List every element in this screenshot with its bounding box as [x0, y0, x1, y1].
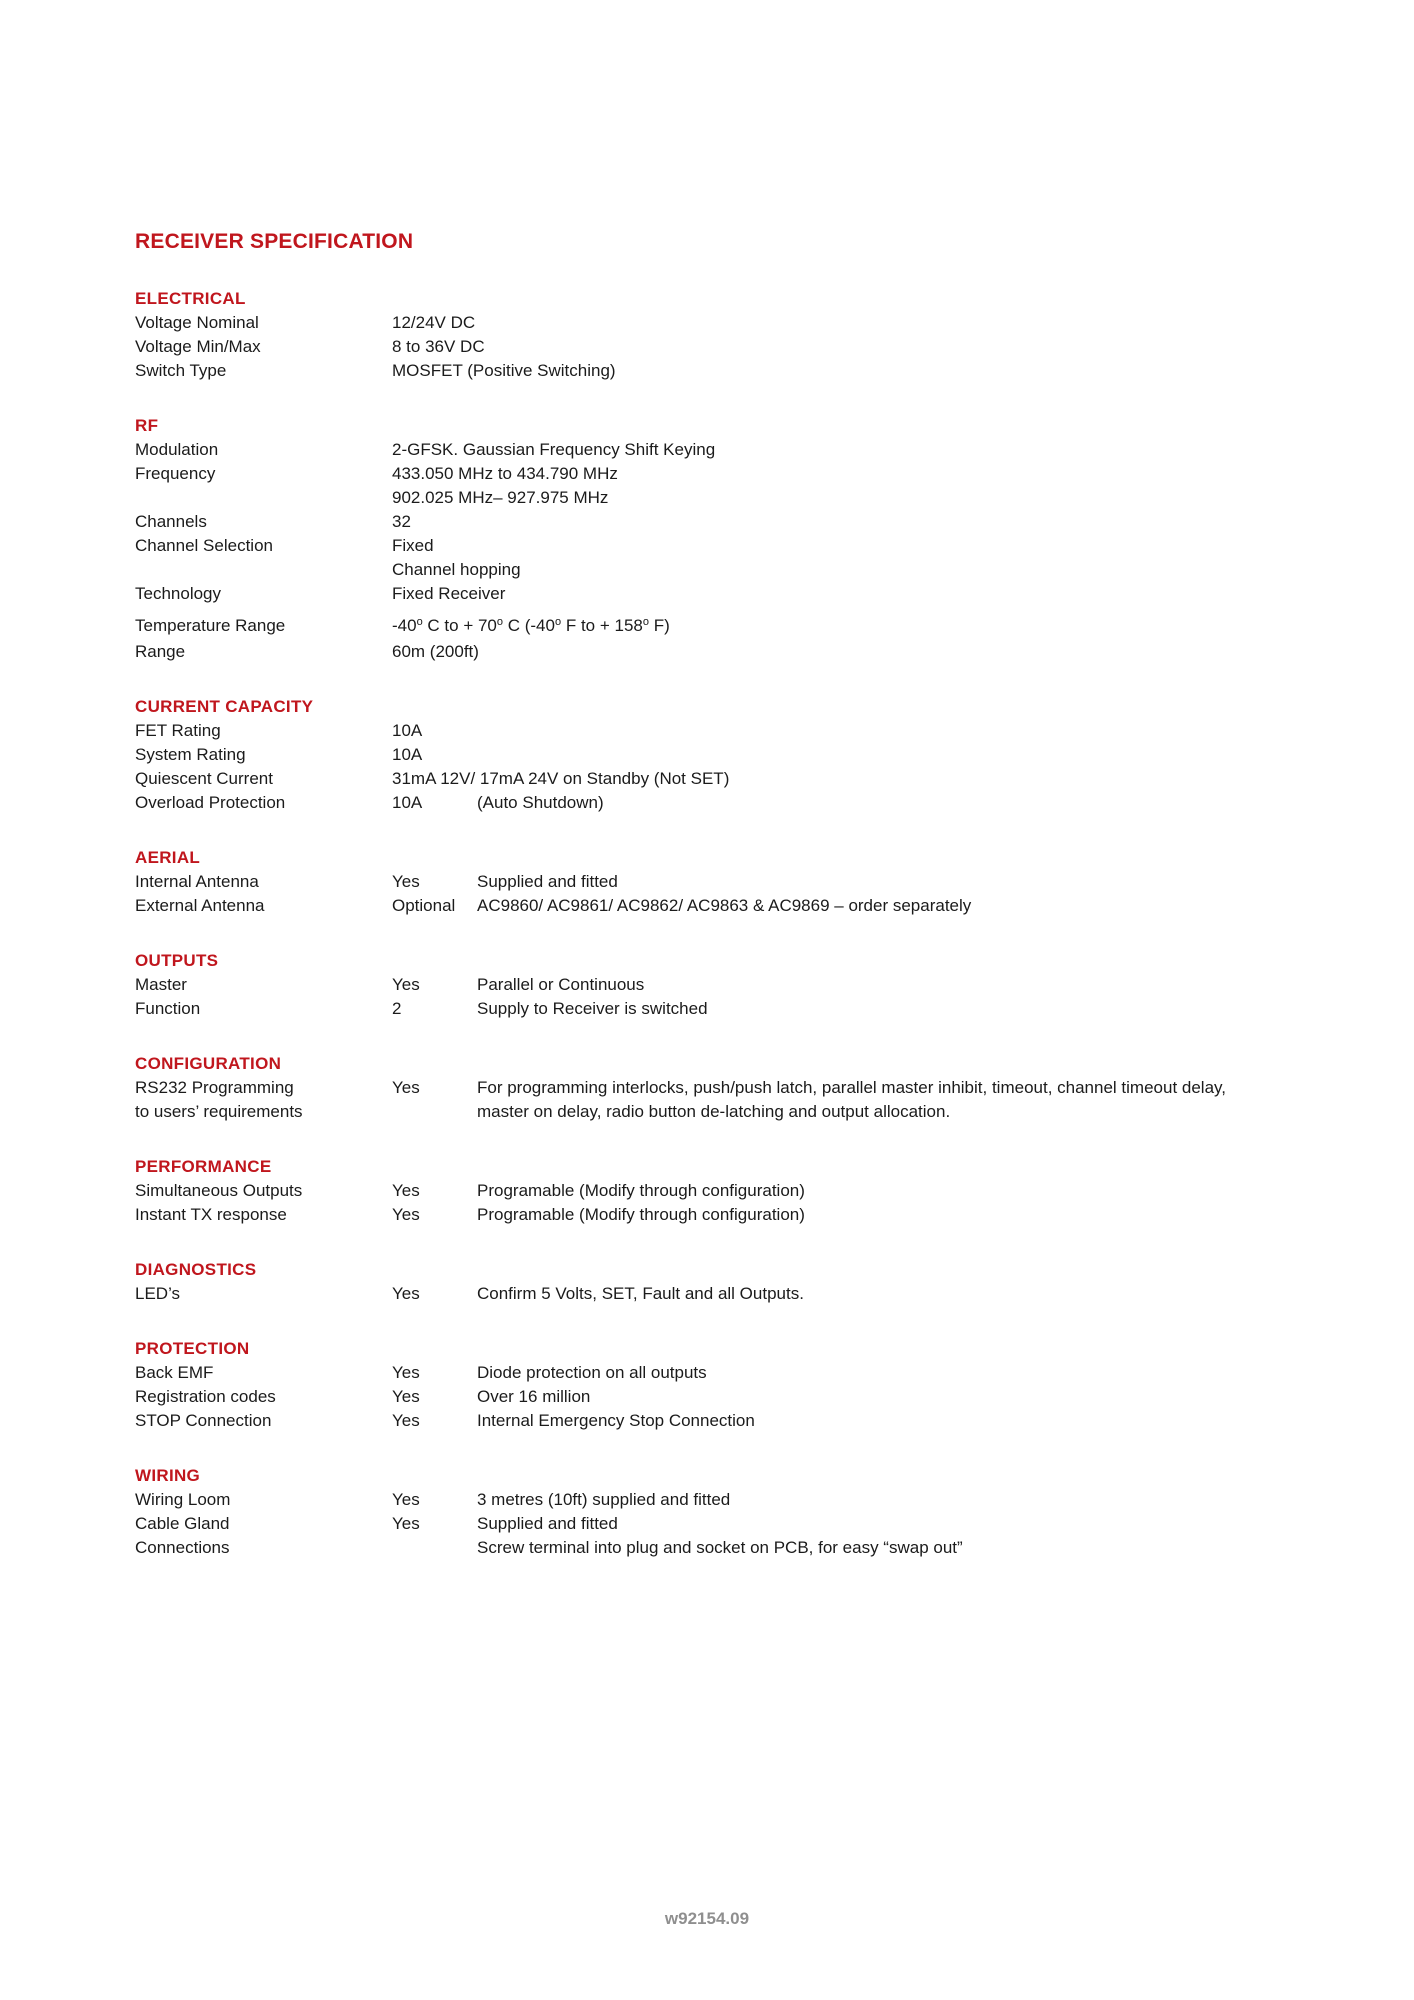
spec-value: Yes [392, 1205, 420, 1224]
spec-value: 10A [392, 745, 423, 764]
section-heading: AERIAL [135, 848, 201, 867]
section-heading: OUTPUTS [135, 951, 219, 970]
section-heading: CURRENT CAPACITY [135, 697, 314, 716]
spec-desc: Internal Emergency Stop Connection [477, 1411, 755, 1430]
section-rows [135, 1282, 1365, 1306]
spec-desc: Supplied and fitted [477, 872, 618, 891]
spec-label: FET Rating [135, 721, 221, 740]
spec-row [135, 462, 1365, 486]
spec-sections [135, 287, 1365, 1560]
spec-value: 12/24V DC [392, 313, 476, 332]
spec-value: MOSFET (Positive Switching) [392, 361, 616, 380]
section-rows [135, 870, 1365, 918]
spec-section [135, 1464, 1365, 1560]
spec-row [135, 534, 1365, 558]
spec-label: Cable Gland [135, 1514, 230, 1533]
spec-value: Channel hopping [392, 560, 521, 579]
spec-row [135, 640, 1365, 664]
section-rows [135, 973, 1365, 1021]
spec-section [135, 414, 1365, 664]
spec-value: 31mA 12V/ 17mA 24V on Standby (Not SET) [392, 769, 730, 788]
spec-desc: (Auto Shutdown) [477, 793, 604, 812]
spec-row [135, 997, 1365, 1021]
spec-value: 8 to 36V DC [392, 337, 485, 356]
spec-value: 433.050 MHz to 434.790 MHz [392, 464, 618, 483]
spec-row [135, 438, 1365, 462]
spec-value: Yes [392, 1181, 420, 1200]
spec-row [135, 719, 1365, 743]
spec-value: 2-GFSK. Gaussian Frequency Shift Keying [392, 440, 716, 459]
spec-row [135, 614, 1365, 638]
section-heading: ELECTRICAL [135, 289, 246, 308]
spec-value: Fixed [392, 536, 434, 555]
spec-row [135, 870, 1365, 894]
spec-desc: Confirm 5 Volts, SET, Fault and all Outputs. [477, 1284, 804, 1303]
spec-label: External Antenna [135, 896, 265, 915]
spec-value: 10A [392, 721, 423, 740]
spec-label: Back EMF [135, 1363, 214, 1382]
section-heading: RF [135, 416, 159, 435]
spec-label: Switch Type [135, 361, 227, 380]
spec-label: Overload Protection [135, 793, 286, 812]
spec-row [135, 1385, 1365, 1409]
spec-label: System Rating [135, 745, 246, 764]
spec-value: 902.025 MHz– 927.975 MHz [392, 488, 609, 507]
spec-desc: Screw terminal into plug and socket on PCB, for easy “swap out” [477, 1538, 963, 1557]
spec-value: Yes [392, 1411, 420, 1430]
spec-row [135, 558, 1365, 582]
spec-value: Optional [392, 896, 456, 915]
spec-value: 32 [392, 512, 411, 531]
spec-row [135, 767, 1365, 791]
section-heading: DIAGNOSTICS [135, 1260, 257, 1279]
spec-value: Yes [392, 1490, 420, 1509]
spec-label: Voltage Min/Max [135, 337, 261, 356]
spec-desc: AC9860/ AC9861/ AC9862/ AC9863 & AC9869 – order separately [477, 896, 972, 915]
section-rows [135, 311, 1365, 383]
spec-row [135, 486, 1365, 510]
spec-row [135, 335, 1365, 359]
spec-desc: Programable (Modify through configuration) [477, 1205, 805, 1224]
spec-label: Modulation [135, 440, 219, 459]
spec-value: Yes [392, 1363, 420, 1382]
spec-section [135, 1258, 1365, 1306]
footer-code: w92154.09 [664, 1909, 750, 1928]
spec-value: 60m (200ft) [392, 642, 479, 661]
spec-value: 2 [392, 999, 402, 1018]
spec-label: Internal Antenna [135, 872, 259, 891]
spec-row [135, 311, 1365, 335]
spec-label: STOP Connection [135, 1411, 272, 1430]
spec-row [135, 582, 1365, 606]
spec-value: Yes [392, 872, 420, 891]
spec-label: Voltage Nominal [135, 313, 259, 332]
spec-desc: For programming interlocks, push/push latch, parallel master inhibit, timeout, channel timeout delay, master on delay, radio button de-latching and output allocation. [477, 1078, 1226, 1121]
spec-label: Master [135, 975, 187, 994]
spec-value: Yes [392, 1078, 420, 1097]
spec-row [135, 743, 1365, 767]
spec-label: Channels [135, 512, 207, 531]
spec-desc: Parallel or Continuous [477, 975, 645, 994]
spec-row [135, 359, 1365, 383]
spec-value: Yes [392, 1284, 420, 1303]
spec-row [135, 510, 1365, 534]
section-heading: PROTECTION [135, 1339, 250, 1358]
page-title: RECEIVER SPECIFICATION [135, 230, 414, 253]
spec-row [135, 1203, 1365, 1227]
section-heading: PERFORMANCE [135, 1157, 272, 1176]
spec-value: 10A [392, 793, 423, 812]
spec-section [135, 287, 1365, 383]
spec-label: Technology [135, 584, 222, 603]
spec-value: -40$^o$ C to + $70^o$ C (-40$^o$ F to + $158^o$ F) [392, 616, 670, 635]
spec-value: Yes [392, 1514, 420, 1533]
spec-value: Yes [392, 1387, 420, 1406]
spec-row [135, 1282, 1365, 1306]
spec-row [135, 1512, 1365, 1536]
spec-section [135, 695, 1365, 815]
section-rows [135, 438, 1365, 664]
spec-desc: 3 metres (10ft) supplied and fitted [477, 1490, 731, 1509]
section-heading: WIRING [135, 1466, 201, 1485]
section-rows [135, 1361, 1365, 1433]
spec-value: Fixed Receiver [392, 584, 506, 603]
section-rows [135, 1076, 1365, 1124]
spec-value: Yes [392, 975, 420, 994]
spec-label: RS232 Programming to users’ requirements [135, 1078, 303, 1121]
spec-label: Frequency [135, 464, 216, 483]
section-heading: CONFIGURATION [135, 1054, 282, 1073]
spec-section [135, 1052, 1365, 1124]
spec-label: Function [135, 999, 201, 1018]
spec-row [135, 1536, 1365, 1560]
spec-label: Wiring Loom [135, 1490, 231, 1509]
spec-label: Quiescent Current [135, 769, 273, 788]
spec-section [135, 1337, 1365, 1433]
spec-section [135, 1155, 1365, 1227]
spec-section [135, 846, 1365, 918]
section-rows [135, 1179, 1365, 1227]
spec-row [135, 791, 1365, 815]
section-rows [135, 719, 1365, 815]
spec-desc: Supply to Receiver is switched [477, 999, 708, 1018]
spec-label: Connections [135, 1538, 230, 1557]
spec-label: Temperature Range [135, 616, 286, 635]
spec-label: Instant TX response [135, 1205, 287, 1224]
spec-row [135, 1361, 1365, 1385]
spec-label: Simultaneous Outputs [135, 1181, 303, 1200]
spec-row [135, 1409, 1365, 1433]
spec-desc: Programable (Modify through configuration) [477, 1181, 805, 1200]
section-rows [135, 1488, 1365, 1560]
spec-row [135, 1179, 1365, 1203]
spec-desc: Supplied and fitted [477, 1514, 618, 1533]
spec-row [135, 1076, 1365, 1124]
spec-desc: Over 16 million [477, 1387, 591, 1406]
spec-label: Range [135, 642, 186, 661]
spec-label: Registration codes [135, 1387, 276, 1406]
spec-row [135, 894, 1365, 918]
spec-row [135, 973, 1365, 997]
spec-row [135, 1488, 1365, 1512]
document-content [135, 228, 1365, 1560]
spec-label: LED’s [135, 1284, 181, 1303]
spec-label: Channel Selection [135, 536, 273, 555]
spec-desc: Diode protection on all outputs [477, 1363, 707, 1382]
spec-section [135, 949, 1365, 1021]
